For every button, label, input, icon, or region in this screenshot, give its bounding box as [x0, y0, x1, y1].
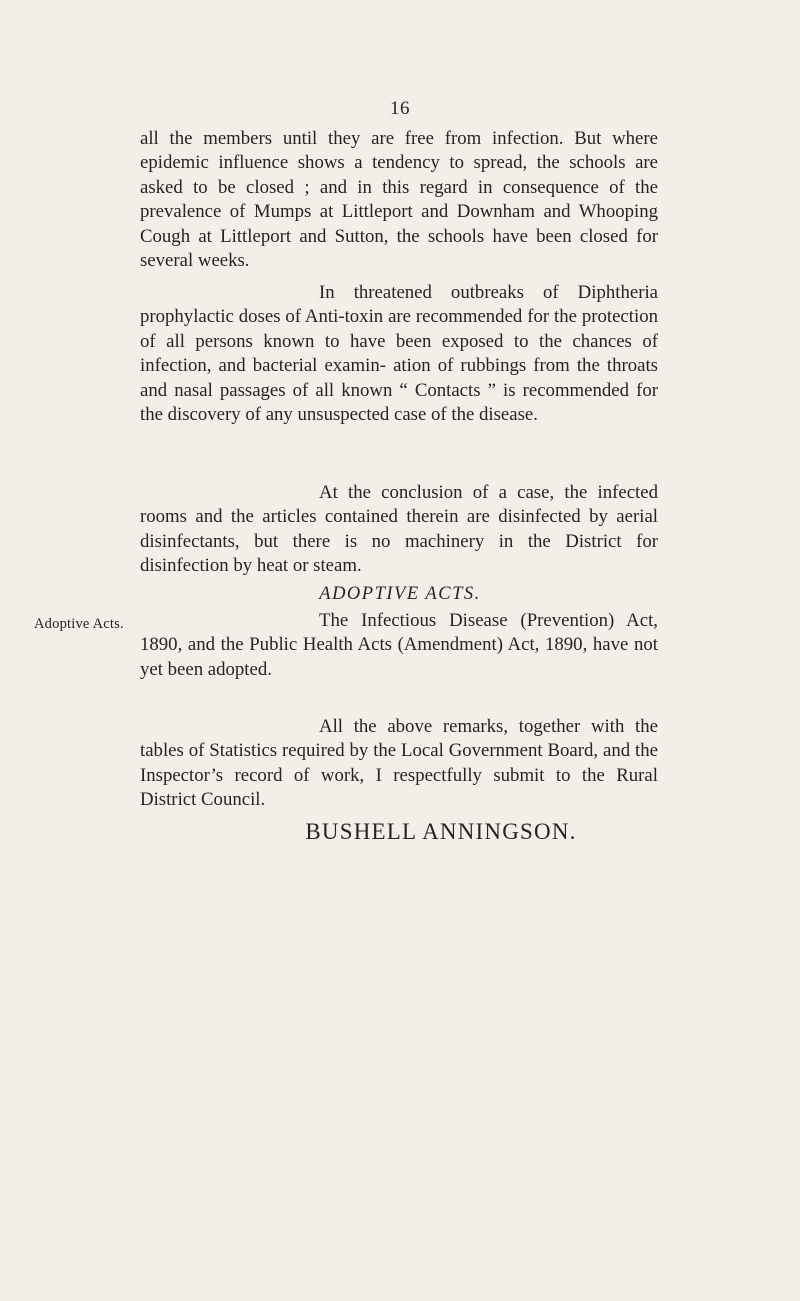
paragraph-disinfection: At the conclusion of a case, the infected rooms and the articles contained therein are disinfected by aerial disinfectants, but there is no machinery in the District for disinfection by heat or steam. [140, 482, 658, 577]
margin-note: Adoptive Acts. [34, 616, 124, 632]
paragraph-adoptive-acts: The Infectious Disease (Prevention) Act, 1890, and the Public Health Acts (Amendment) Act, 1890, have not yet been adopted. [140, 610, 658, 680]
paragraph-diphtheria: In threatened outbreaks of Diphtheria prophylactic doses of Anti-toxin are recommended for the protection of all persons known to have been exposed to the chances of infection, and bacterial examin- ation of rubbings from the throats and nasal passages of all known “ Contacts ” is recommended for the discovery of any unsuspected case of the disease. [140, 282, 658, 426]
signature-text: BUSHELL ANNINGSON. [305, 819, 577, 844]
paragraph-closing-remarks: All the above remarks, together with the tables of Statistics required by the Local Government Board, and the Inspector’s record of work, I respectfully submit to the Rural District Council. [140, 716, 658, 811]
paragraph-infection-schools: all the members until they are free from infection. But where epidemic influence shows a tendency to spread, the schools are asked to be closed ; and in this regard in consequence of the prevalence of Mumps at Littleport and Downham and Whooping Cough at Littleport and Sutton, the schools have been closed for several weeks. [140, 128, 658, 272]
signature [0, 819, 800, 845]
page-number: 16 [390, 98, 410, 119]
section-heading-adoptive-acts: ADOPTIVE ACTS. [319, 584, 481, 604]
